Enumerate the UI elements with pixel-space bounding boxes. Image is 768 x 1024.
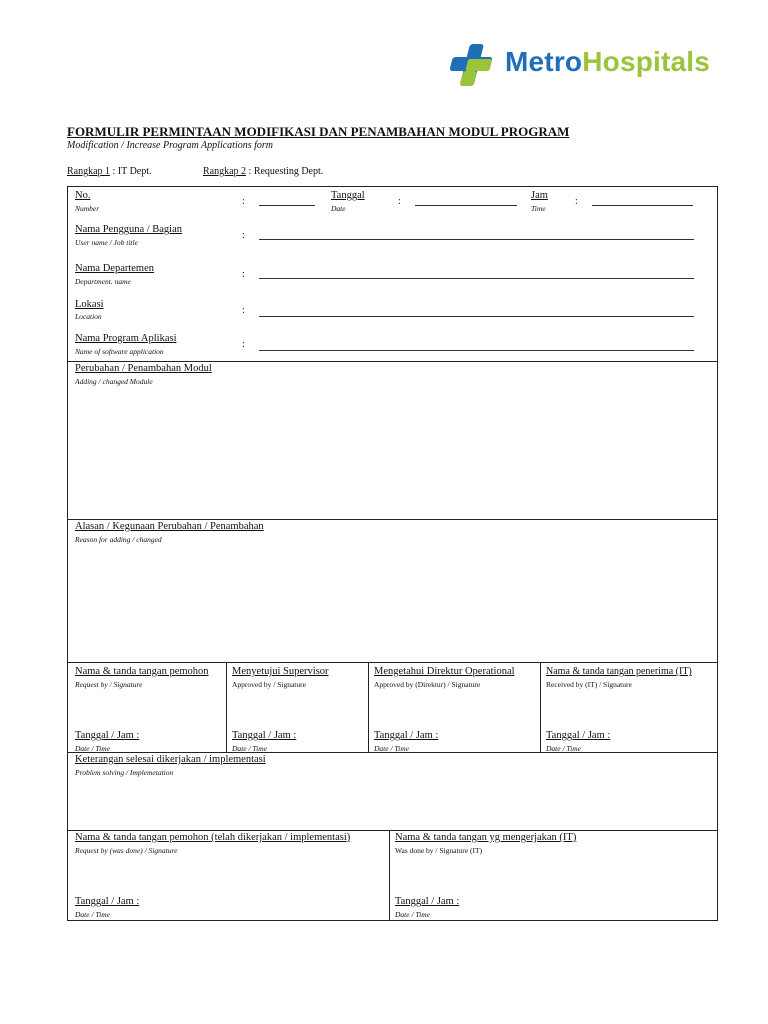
divider xyxy=(67,662,718,663)
divider xyxy=(67,361,718,362)
pemohon-signature-label: Nama & tanda tangan pemohon xyxy=(75,666,209,677)
pemohon-date-sublabel: Date / Time xyxy=(75,744,110,753)
final-pemohon-date-label: Tanggal / Jam : xyxy=(75,896,140,907)
tanggal-label: Tanggal xyxy=(331,190,365,201)
keterangan-textarea[interactable] xyxy=(68,781,717,829)
supervisor-signature-sublabel: Approved by / Signature xyxy=(232,680,306,689)
alasan-label: Alasan / Kegunaan Perubahan / Penambahan xyxy=(75,521,264,532)
colon: : xyxy=(242,339,245,350)
tanggal-sublabel: Date xyxy=(331,204,346,213)
penerima-date-label: Tanggal / Jam : xyxy=(546,730,611,741)
lokasi-label: Lokasi xyxy=(75,299,104,310)
cross-logo-icon xyxy=(447,40,501,90)
perubahan-sublabel: Adding / changed Module xyxy=(75,377,153,386)
jam-field[interactable] xyxy=(592,205,693,206)
no-field[interactable] xyxy=(259,205,315,206)
perubahan-label: Perubahan / Penambahan Modul xyxy=(75,363,212,374)
form-subtitle: Modification / Increase Program Applications form xyxy=(67,140,274,151)
column-divider xyxy=(540,662,541,752)
jam-sublabel: Time xyxy=(531,204,546,213)
tanggal-field[interactable] xyxy=(415,205,517,206)
alasan-textarea[interactable] xyxy=(68,548,717,661)
penerima-signature-sublabel: Received by (IT) / Signature xyxy=(546,680,632,689)
final-pemohon-sublabel: Request by (was done) / Signature xyxy=(75,846,178,855)
logo-text: MetroHospitals xyxy=(505,46,711,77)
colon: : xyxy=(575,196,578,207)
pengguna-sublabel: User name / Job title xyxy=(75,238,138,247)
final-pemohon-label: Nama & tanda tangan pemohon (telah dikerjakan / implementasi) xyxy=(75,832,351,843)
direktur-signature-sublabel: Approved by (Direktur) / Signature xyxy=(374,680,481,689)
final-it-sublabel: Was done by / Signature (IT) xyxy=(395,846,483,855)
departemen-label: Nama Departemen xyxy=(75,263,155,274)
final-pemohon-date-sublabel: Date / Time xyxy=(75,910,110,919)
rangkap-2: Rangkap 2 : Requesting Dept. xyxy=(203,166,324,177)
supervisor-signature-label: Menyetujui Supervisor xyxy=(232,666,329,677)
colon: : xyxy=(242,230,245,241)
direktur-date-label: Tanggal / Jam : xyxy=(374,730,439,741)
metro-hospitals-logo xyxy=(447,40,732,90)
colon: : xyxy=(242,269,245,280)
column-divider xyxy=(226,662,227,752)
pengguna-field[interactable] xyxy=(259,239,694,240)
divider xyxy=(67,830,718,831)
form-title: FORMULIR PERMINTAAN MODIFIKASI DAN PENAMBAHAN MODUL PROGRAM xyxy=(67,124,570,139)
pemohon-signature-sublabel: Request by / Signature xyxy=(75,680,143,689)
colon: : xyxy=(242,305,245,316)
column-divider xyxy=(389,830,390,921)
keterangan-sublabel: Problem solving / Implemetation xyxy=(75,768,174,777)
program-label: Nama Program Aplikasi xyxy=(75,333,177,344)
column-divider xyxy=(368,662,369,752)
no-label: No. xyxy=(75,190,91,201)
direktur-date-sublabel: Date / Time xyxy=(374,744,409,753)
program-field[interactable] xyxy=(259,350,694,351)
final-it-date-label: Tanggal / Jam : xyxy=(395,896,460,907)
colon: : xyxy=(242,196,245,207)
colon: : xyxy=(398,196,401,207)
rangkap-1: Rangkap 1 : IT Dept. xyxy=(67,166,152,177)
lokasi-field[interactable] xyxy=(259,316,694,317)
pemohon-date-label: Tanggal / Jam : xyxy=(75,730,140,741)
final-it-label: Nama & tanda tangan yg mengerjakan (IT) xyxy=(395,832,577,843)
pengguna-label: Nama Pengguna / Bagian xyxy=(75,224,183,235)
supervisor-date-sublabel: Date / Time xyxy=(232,744,267,753)
departemen-sublabel: Department. name xyxy=(75,277,131,286)
direktur-signature-label: Mengetahui Direktur Operational xyxy=(374,666,515,677)
departemen-field[interactable] xyxy=(259,278,694,279)
alasan-sublabel: Reason for adding / changed xyxy=(75,535,162,544)
final-it-date-sublabel: Date / Time xyxy=(395,910,430,919)
no-sublabel: Number xyxy=(75,204,100,213)
jam-label: Jam xyxy=(531,190,548,201)
lokasi-sublabel: Location xyxy=(75,312,102,321)
keterangan-label: Keterangan selesai dikerjakan / implementasi xyxy=(75,754,266,765)
perubahan-textarea[interactable] xyxy=(68,390,717,518)
program-sublabel: Name of software application xyxy=(75,347,164,356)
penerima-signature-label: Nama & tanda tangan penerima (IT) xyxy=(546,666,692,677)
divider xyxy=(67,519,718,520)
penerima-date-sublabel: Date / Time xyxy=(546,744,581,753)
supervisor-date-label: Tanggal / Jam : xyxy=(232,730,297,741)
